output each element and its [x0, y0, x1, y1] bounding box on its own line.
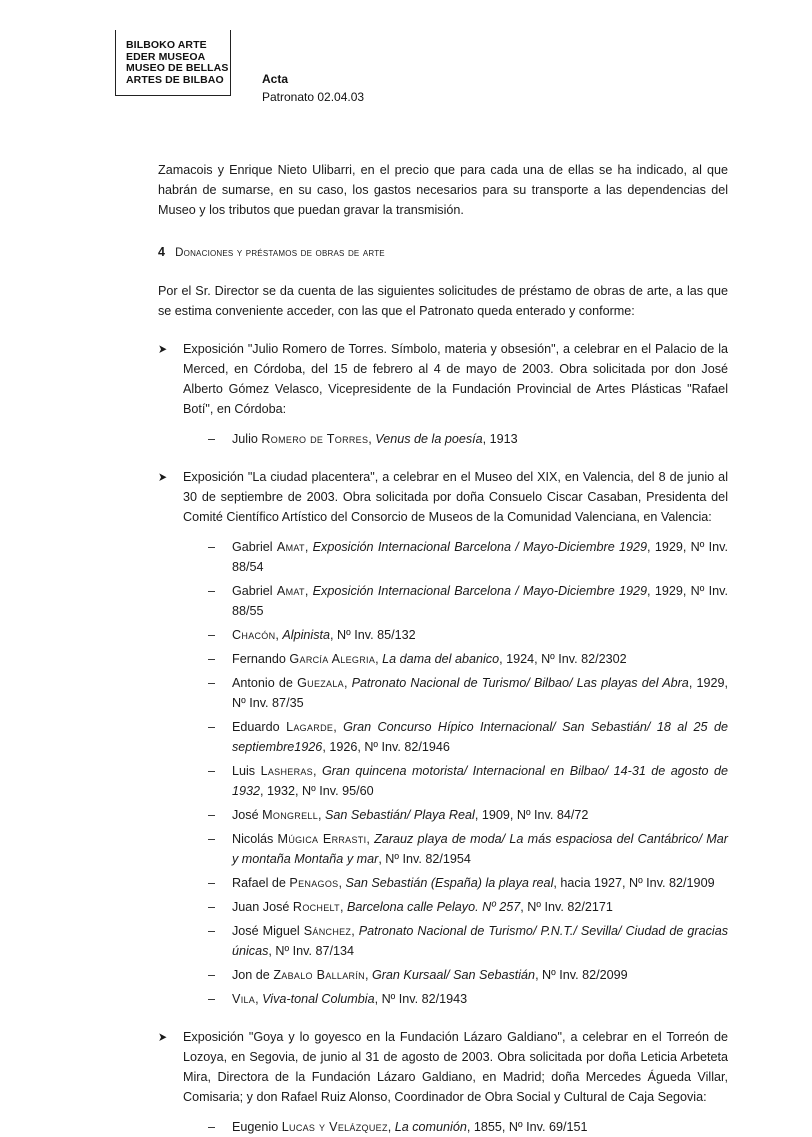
exhibition-description: Exposición "Julio Romero de Torres. Símbolo, materia y obsesión", a celebrar en el Palacio de la Merced, en Córdoba, del 15 de febrero al 4 de mayo de 2003. Obra solicitada por don José Alberto Gómez Velasco, Vicepresidente de la Fundación Provincial de Artes Plásticas "Rafael Botí", en Córdoba: — [183, 342, 728, 416]
work-title: Zarauz playa de moda/ La más espaciosa del Cantábrico/ Mar y montaña Montaña y mar — [232, 832, 728, 866]
artist-first-name: Gabriel — [232, 540, 277, 554]
work-title: Viva-tonal Columbia — [262, 992, 375, 1006]
separator: , — [275, 628, 283, 642]
artist-surname: Lucas y Velázquez — [281, 1120, 388, 1134]
work-details: , Nº Inv. 82/1943 — [374, 992, 468, 1006]
artist-surname: Lagarde — [286, 720, 334, 734]
artist-surname: Amat — [276, 584, 305, 598]
dash-bullet-icon: – — [208, 652, 216, 666]
separator: , — [255, 992, 263, 1006]
exhibition-description: Exposición "La ciudad placentera", a celebrar en el Museo del XIX, en Valencia, del 8 de junio al 30 de septiembre de 2003. Obra solicitada por doña Consuelo Ciscar Casaban, Presidenta del Comité Científico Artístico del Consorcio de Museos de la Comunidad Valenciana, en Valencia: — [183, 470, 728, 524]
work-details: , 1932, Nº Inv. 95/60 — [260, 784, 374, 798]
artist-surname: Zabalo Ballarín — [273, 968, 365, 982]
exhibition-entry — [158, 339, 728, 449]
artist-first-name: Eduardo — [232, 720, 287, 734]
intro-paragraph: Por el Sr. Director se da cuenta de las siguientes solicitudes de préstamo de obras de arte, a las que se estima conveniente acceder, con las que el Patronato queda enterado y conforme: — [158, 284, 728, 318]
work-details: , 1855, Nº Inv. 69/151 — [466, 1120, 588, 1134]
separator: , — [333, 720, 344, 734]
work-details: , 1929, Nº Inv. 87/35 — [232, 676, 728, 710]
work-item — [208, 429, 728, 449]
work-title: Alpinista — [282, 628, 331, 642]
dash-bullet-icon: – — [208, 900, 216, 914]
work-list — [208, 537, 728, 1009]
section-title: Donaciones y préstamos de obras de arte — [175, 247, 385, 259]
work-list — [208, 429, 728, 449]
work-title: La comunión — [394, 1120, 467, 1134]
artist-first-name: Julio — [232, 432, 262, 446]
section-heading — [158, 242, 728, 263]
opening-paragraph: Zamacois y Enrique Nieto Ulibarri, en el precio que para cada una de ellas se ha indicado, al que habrán de sumarse, en su caso, los gastos necesarios para su transporte a las dependencias del Museo y los tributos que puedan gravar la transmisión. — [158, 163, 728, 217]
work-title: Barcelona calle Pelayo. Nº 257 — [346, 900, 521, 914]
logo-line: ARTES DE BILBAO — [126, 73, 224, 86]
artist-surname: Múgica Errasti — [277, 832, 367, 846]
dash-bullet-icon: – — [208, 876, 216, 890]
separator: , — [366, 832, 375, 846]
logo-line: MUSEO DE BELLAS — [126, 62, 229, 74]
exhibition-entry — [158, 467, 728, 1009]
artist-surname: Penagos — [289, 876, 339, 890]
separator: , — [304, 540, 313, 554]
arrow-bullet-icon: ➤ — [158, 1030, 168, 1044]
work-title: Gran Kursaal/ San Sebastián — [371, 968, 536, 982]
artist-surname: Romero de Torres — [261, 432, 369, 446]
separator: , — [318, 808, 326, 822]
artist-first-name: Luis — [232, 764, 261, 778]
artist-surname: Guezala — [297, 676, 344, 690]
work-details: , 1913 — [482, 432, 518, 446]
separator: , — [339, 900, 347, 914]
work-item — [208, 1117, 728, 1137]
artist-first-name: Fernando — [232, 652, 290, 666]
exhibition-description: Exposición "Goya y lo goyesco en la Fundación Lázaro Galdiano", a celebrar en el Torreón de Lozoya, en Segovia, de junio al 31 de agosto de 2003. Obra solicitada por doña Leticia Arbeteta Mira, Directora de la Fundación Lázaro Galdiano, en Madrid; doña Mercedes Águeda Villar, Comisaria; y don Rafael Ruiz Alonso, Coordinador de Obra Social y Cultural de Caja Segovia: — [183, 1030, 728, 1104]
dash-bullet-icon: – — [208, 628, 216, 642]
work-item — [208, 537, 728, 577]
dash-bullet-icon: – — [208, 676, 216, 690]
arrow-bullet-icon: ➤ — [158, 342, 168, 356]
artist-surname: Sánchez — [303, 924, 352, 938]
document-subtitle: Patronato 02.04.03 — [262, 90, 365, 104]
dash-bullet-icon: – — [208, 832, 216, 846]
artist-surname: Rochelt — [292, 900, 340, 914]
dash-bullet-icon: – — [208, 584, 216, 598]
document-header — [262, 70, 364, 106]
work-title: Venus de la poesía — [375, 432, 483, 446]
separator: , — [312, 764, 322, 778]
work-title: Gran quincena motorista/ Internacional en Bilbao/ 14-31 de agosto de 1932 — [232, 764, 729, 798]
separator: , — [351, 924, 359, 938]
work-item — [208, 989, 728, 1009]
exhibition-list — [158, 339, 728, 1137]
work-title: Patronato Nacional de Turismo/ Bilbao/ Las playas del Abra — [351, 676, 689, 690]
logo-line: BILBOKO ARTE — [126, 39, 207, 51]
work-title: Exposición Internacional Barcelona / Mayo-Diciembre 1929 — [312, 540, 648, 554]
work-title: San Sebastián (España) la playa real — [345, 876, 554, 890]
separator: , — [338, 876, 346, 890]
work-item — [208, 921, 728, 961]
section-number: 4 — [158, 245, 166, 259]
work-item — [208, 625, 728, 645]
work-details: , Nº Inv. 82/2171 — [520, 900, 613, 914]
work-details: , 1924, Nº Inv. 82/2302 — [499, 652, 627, 666]
separator: , — [343, 676, 352, 690]
work-details: , Nº Inv. 87/134 — [268, 944, 354, 958]
separator: , — [364, 968, 372, 982]
artist-first-name: Antonio de — [232, 676, 298, 690]
artist-surname: Chacón — [232, 628, 276, 642]
work-item — [208, 829, 728, 869]
work-details: , 1929, Nº Inv. 88/54 — [232, 540, 728, 574]
dash-bullet-icon: – — [208, 968, 216, 982]
artist-first-name: Eugenio — [232, 1120, 282, 1134]
exhibition-entry — [158, 1027, 728, 1137]
dash-bullet-icon: – — [208, 992, 216, 1006]
document-body — [158, 160, 728, 1137]
work-details: , 1929, Nº Inv. 88/55 — [232, 584, 728, 618]
work-title: San Sebastián/ Playa Real — [325, 808, 475, 822]
work-details: , Nº Inv. 82/2099 — [535, 968, 628, 982]
dash-bullet-icon: – — [208, 1120, 216, 1134]
work-item — [208, 673, 728, 713]
artist-surname: Vila — [232, 992, 256, 1006]
work-title: Patronato Nacional de Turismo/ P.N.T./ Sevilla/ Ciudad de gracias únicas — [232, 924, 728, 958]
arrow-bullet-icon: ➤ — [158, 470, 168, 484]
dash-bullet-icon: – — [208, 808, 216, 822]
work-item — [208, 965, 728, 985]
logo-line: EDER MUSEOA — [126, 50, 206, 63]
artist-first-name: Juan José — [232, 900, 293, 914]
artist-first-name: José — [232, 808, 263, 822]
work-details: , 1926, Nº Inv. 82/1946 — [322, 740, 450, 754]
museum-logo — [115, 30, 231, 96]
separator: , — [387, 1120, 395, 1134]
artist-surname: Amat — [276, 540, 305, 554]
work-details: , hacia 1927, Nº Inv. 82/1909 — [553, 876, 715, 890]
work-item — [208, 761, 728, 801]
artist-first-name: Gabriel — [232, 584, 277, 598]
work-title: Gran Concurso Hípico Internacional/ San Sebastián/ 18 al 25 de septiembre1926 — [232, 720, 728, 754]
work-details: , 1909, Nº Inv. 84/72 — [474, 808, 589, 822]
work-list — [208, 1117, 728, 1137]
artist-first-name: Jon de — [232, 968, 274, 982]
dash-bullet-icon: – — [208, 720, 216, 734]
artist-surname: García Alegria — [289, 652, 376, 666]
dash-bullet-icon: – — [208, 764, 216, 778]
work-item — [208, 581, 728, 621]
separator: , — [375, 652, 383, 666]
separator: , — [368, 432, 376, 446]
work-details: , Nº Inv. 82/1954 — [378, 852, 471, 866]
artist-first-name: Rafael de — [232, 876, 290, 890]
work-title: Exposición Internacional Barcelona / Mayo-Diciembre 1929 — [312, 584, 648, 598]
dash-bullet-icon: – — [208, 432, 216, 446]
dash-bullet-icon: – — [208, 540, 216, 554]
work-item — [208, 805, 728, 825]
separator: , — [304, 584, 313, 598]
artist-surname: Mongrell — [262, 808, 319, 822]
work-details: , Nº Inv. 85/132 — [330, 628, 416, 642]
dash-bullet-icon: – — [208, 924, 216, 938]
work-item — [208, 717, 728, 757]
artist-first-name: José Miguel — [232, 924, 304, 938]
work-title: La dama del abanico — [382, 652, 500, 666]
artist-first-name: Nicolás — [232, 832, 278, 846]
work-item — [208, 873, 728, 893]
document-type: Acta — [262, 72, 289, 86]
work-item — [208, 649, 728, 669]
artist-surname: Lasheras — [260, 764, 313, 778]
work-item — [208, 897, 728, 917]
